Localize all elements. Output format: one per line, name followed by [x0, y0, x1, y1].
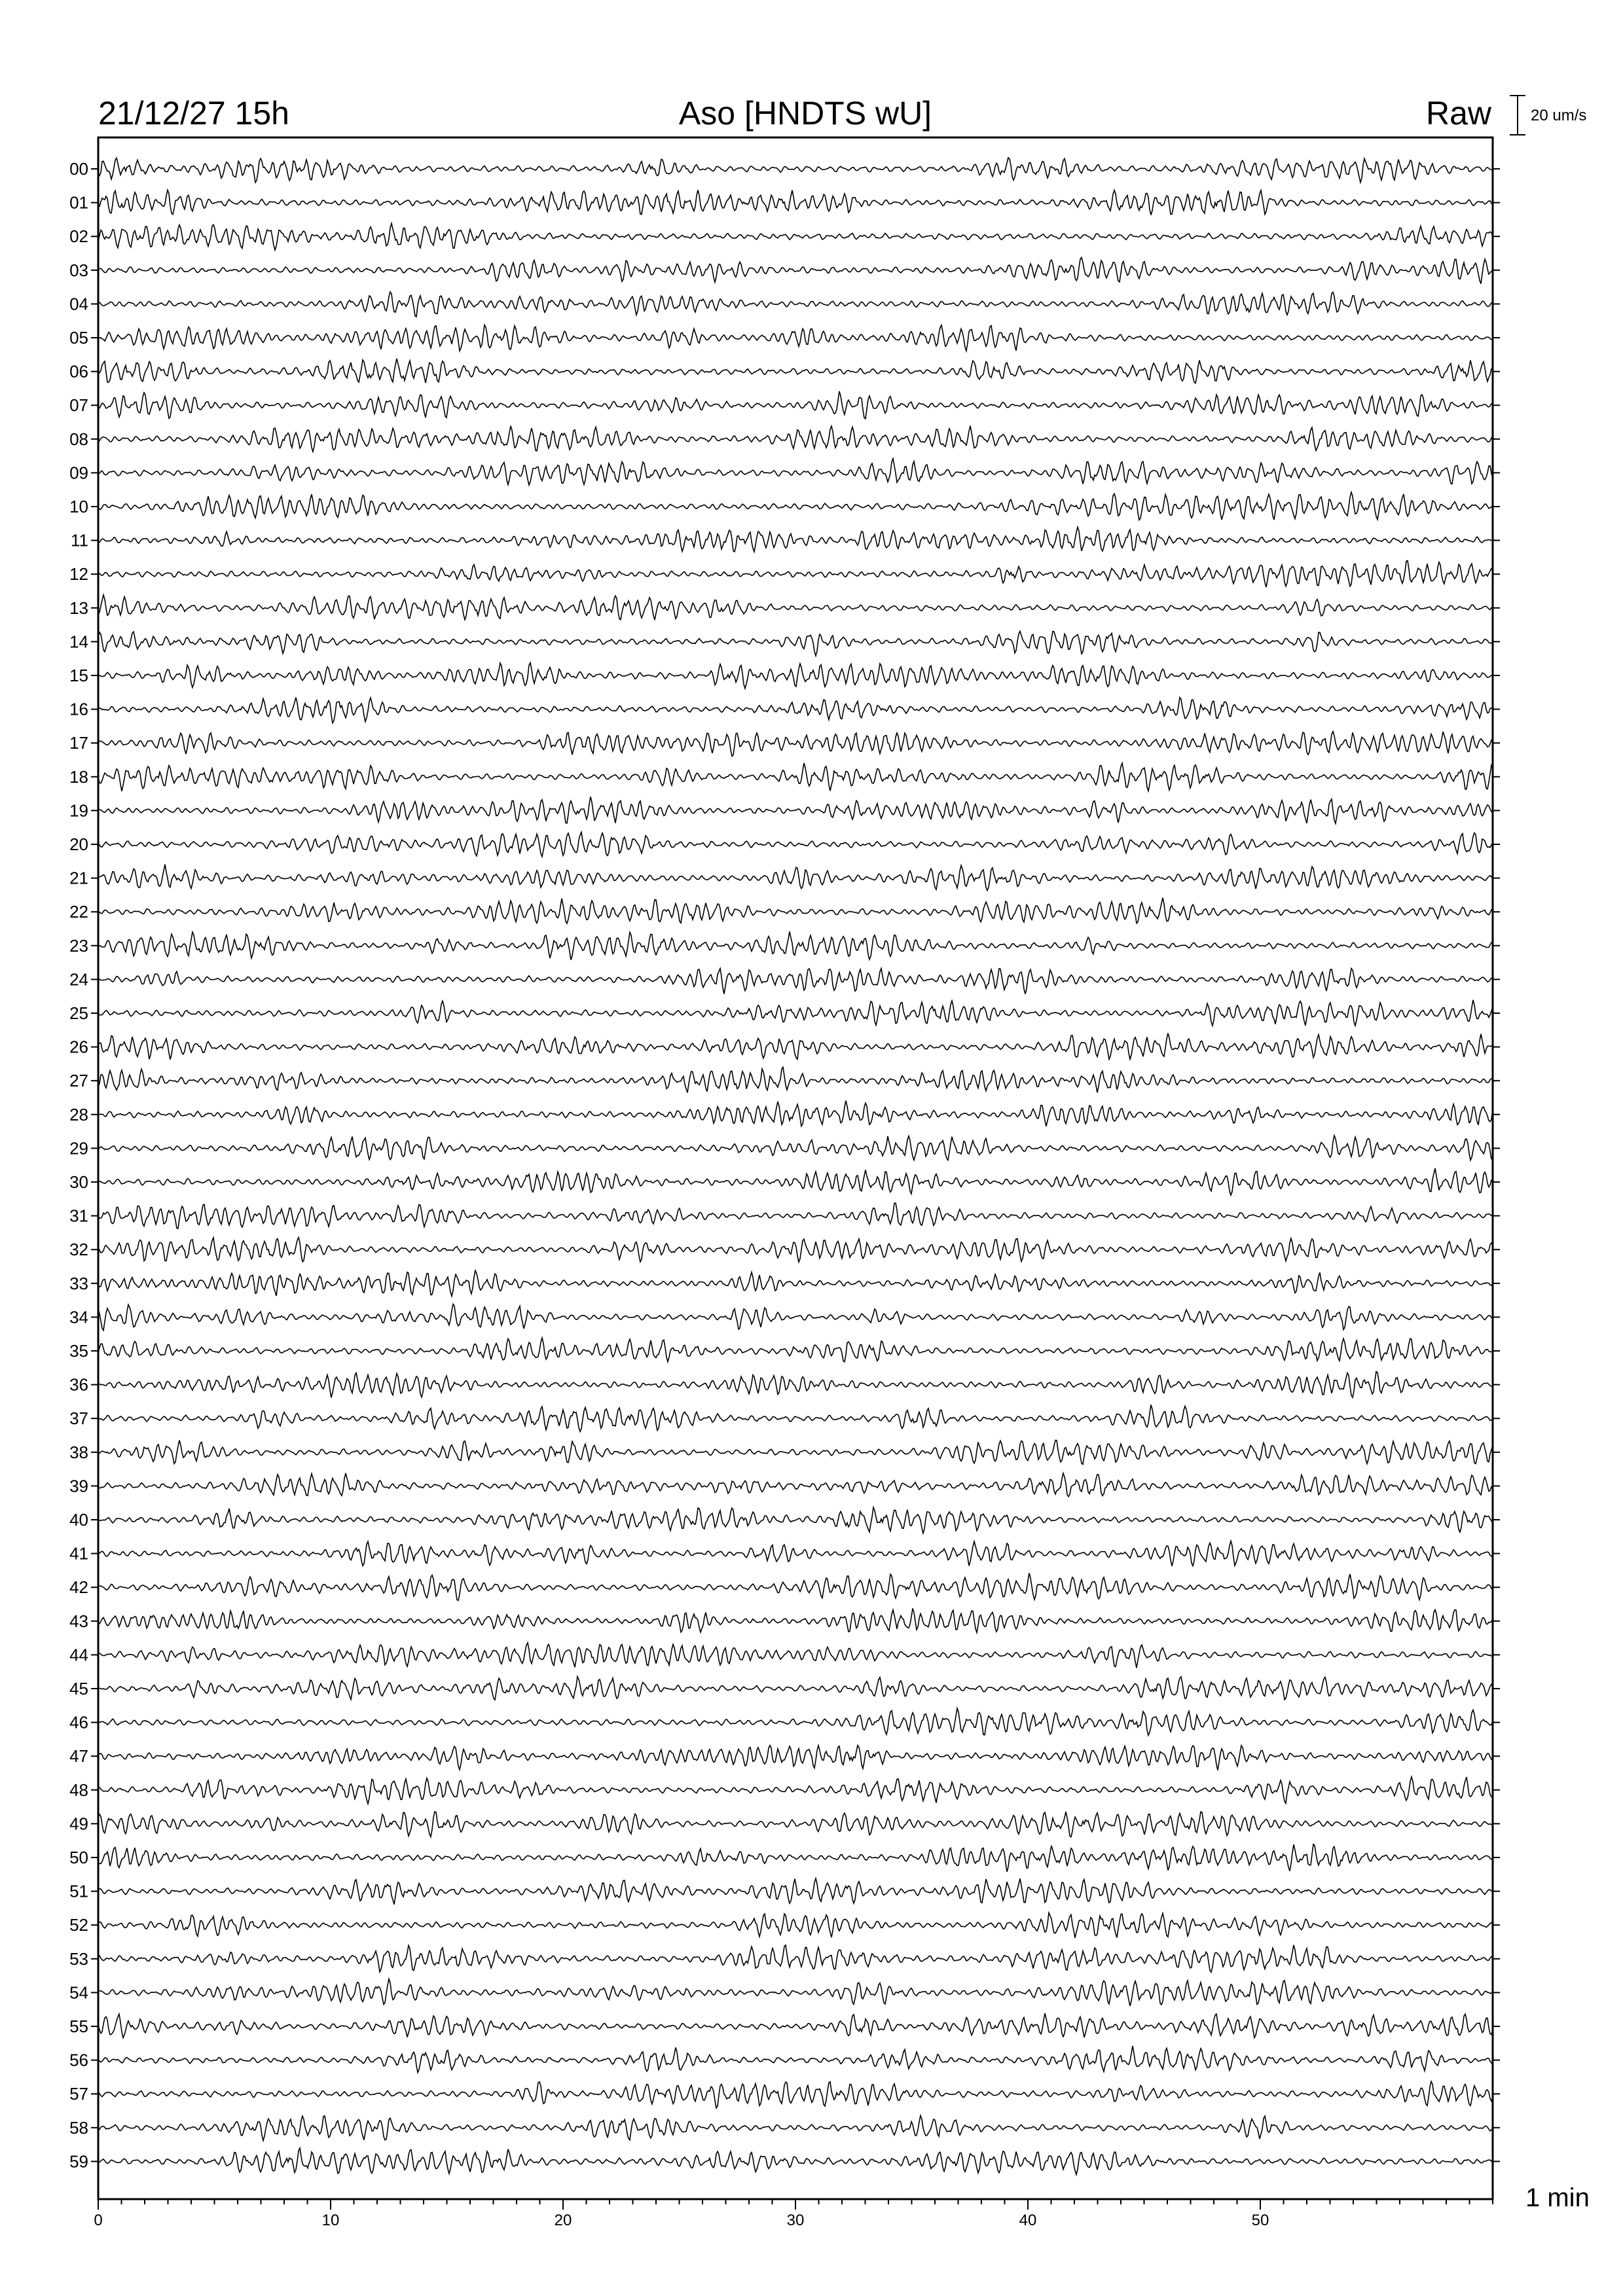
- header-station: Aso [HNDTS wU]: [678, 95, 932, 132]
- row-label: 34: [69, 1307, 88, 1327]
- trace-row: [98, 865, 1493, 891]
- trace-row: [98, 561, 1493, 588]
- trace-row: [98, 1304, 1493, 1331]
- row-label: 43: [69, 1611, 88, 1631]
- trace-row: [98, 663, 1493, 689]
- trace-row: [98, 2013, 1493, 2038]
- trace-row: [98, 1000, 1493, 1026]
- trace-row: [98, 1878, 1493, 1905]
- row-label: 55: [69, 2017, 88, 2036]
- row-label: 30: [69, 1172, 88, 1192]
- trace-row: [98, 832, 1493, 856]
- row-label: 45: [69, 1679, 88, 1698]
- trace-row: [98, 1979, 1493, 2006]
- trace-row: [98, 698, 1493, 723]
- row-label: 24: [69, 969, 88, 990]
- trace-row: [98, 1405, 1493, 1431]
- trace-row: [98, 158, 1493, 183]
- trace-row: [98, 1168, 1493, 1195]
- trace-row: [98, 1440, 1493, 1464]
- row-label: 10: [69, 497, 88, 516]
- trace-row: [98, 1372, 1493, 1398]
- row-label: 37: [69, 1408, 88, 1429]
- trace-row: [98, 1708, 1493, 1735]
- scale-bar: [1510, 96, 1525, 135]
- trace-row: [98, 1101, 1493, 1126]
- trace-row: [98, 459, 1493, 486]
- plot-frame-rect: [98, 137, 1493, 2199]
- x-axis: [94, 2199, 1493, 2229]
- row-label: 21: [69, 868, 88, 888]
- row-label: 35: [69, 1341, 88, 1361]
- row-label: 04: [69, 294, 88, 314]
- row-label: 20: [69, 834, 88, 854]
- trace-row: [98, 527, 1493, 552]
- row-label: 14: [69, 632, 88, 652]
- row-label: 07: [69, 395, 88, 416]
- row-label: 48: [69, 1780, 88, 1800]
- row-label: 08: [69, 429, 88, 449]
- trace-row: [98, 931, 1493, 960]
- row-label: 23: [69, 935, 88, 956]
- row-label: 22: [69, 902, 88, 922]
- trace-row: [98, 190, 1493, 215]
- row-label: 38: [69, 1442, 88, 1462]
- trace-row: [98, 1746, 1493, 1770]
- x-tick-label: 0: [94, 2212, 103, 2229]
- row-label: 57: [69, 2084, 88, 2104]
- trace-row: [98, 1913, 1493, 1938]
- x-tick-label: 50: [1251, 2212, 1269, 2229]
- row-label: 18: [69, 766, 88, 787]
- trace-row: [98, 2148, 1493, 2174]
- row-label: 40: [69, 1510, 88, 1530]
- row-label: 50: [69, 1848, 88, 1867]
- row-label: 26: [69, 1037, 88, 1057]
- plot-frame: [98, 137, 1493, 2199]
- trace-row: [98, 1643, 1493, 1668]
- trace-row: [98, 1777, 1493, 1804]
- trace-row: [98, 2046, 1493, 2073]
- header-datetime: 21/12/27 15h: [98, 95, 289, 132]
- trace-row: [98, 898, 1493, 924]
- row-label: 06: [69, 361, 88, 382]
- row-label: 31: [69, 1206, 88, 1226]
- row-label: 28: [69, 1104, 88, 1124]
- row-label: 53: [69, 1948, 88, 1969]
- row-label: 16: [69, 699, 88, 719]
- row-label: 11: [71, 530, 88, 550]
- row-labels: [69, 159, 1500, 2171]
- x-axis-unit-label: 1 min: [1525, 2183, 1590, 2212]
- trace-row: [98, 1608, 1493, 1632]
- row-label: 47: [69, 1746, 88, 1767]
- row-label: 39: [69, 1476, 88, 1496]
- row-label: 29: [69, 1138, 88, 1158]
- trace-row: [98, 391, 1493, 419]
- trace-row: [98, 492, 1493, 520]
- trace-row: [98, 1473, 1493, 1497]
- trace-rows: [98, 158, 1493, 2175]
- trace-row: [98, 1844, 1493, 1872]
- trace-row: [98, 2115, 1493, 2140]
- trace-row: [98, 631, 1493, 656]
- trace-row: [98, 732, 1493, 757]
- trace-row: [98, 257, 1493, 283]
- row-label: 41: [69, 1543, 88, 1564]
- trace-row: [98, 1507, 1493, 1534]
- trace-row: [98, 359, 1493, 384]
- trace-row: [98, 1945, 1493, 1973]
- row-label: 27: [69, 1071, 88, 1091]
- row-label: 25: [69, 1003, 88, 1023]
- row-label: 32: [69, 1240, 88, 1260]
- trace-row: [98, 797, 1493, 823]
- row-label: 09: [69, 463, 88, 483]
- trace-row: [98, 223, 1493, 250]
- trace-row: [98, 1203, 1493, 1229]
- trace-row: [98, 1033, 1493, 1060]
- trace-row: [98, 1812, 1493, 1837]
- trace-row: [98, 1270, 1493, 1296]
- header-mode: Raw: [1425, 95, 1491, 132]
- trace-row: [98, 325, 1493, 351]
- trace-row: [98, 595, 1493, 620]
- trace-row: [98, 1338, 1493, 1362]
- trace-row: [98, 292, 1493, 317]
- row-label: 49: [69, 1814, 88, 1834]
- x-tick-label: 30: [786, 2212, 805, 2229]
- trace-row: [98, 1238, 1493, 1263]
- row-label: 01: [69, 192, 88, 213]
- row-label: 54: [69, 1982, 88, 2003]
- row-label: 36: [69, 1374, 88, 1395]
- row-label: 58: [69, 2117, 88, 2138]
- row-label: 52: [69, 1915, 88, 1935]
- trace-row: [98, 969, 1493, 994]
- row-label: 13: [69, 598, 88, 618]
- x-tick-label: 40: [1019, 2212, 1037, 2229]
- row-label: 46: [69, 1712, 88, 1732]
- row-label: 00: [69, 159, 88, 179]
- trace-row: [98, 763, 1493, 791]
- trace-row: [98, 1573, 1493, 1601]
- scale-label: 20 um/s: [1531, 107, 1587, 124]
- row-label: 44: [69, 1645, 88, 1665]
- row-label: 17: [69, 733, 88, 753]
- trace-row: [98, 1677, 1493, 1700]
- trace-row: [98, 1136, 1493, 1160]
- row-label: 05: [69, 328, 88, 348]
- row-label: 42: [69, 1577, 88, 1598]
- row-label: 19: [69, 800, 88, 821]
- trace-row: [98, 426, 1493, 452]
- row-label: 51: [69, 1881, 88, 1901]
- x-tick-label: 20: [554, 2212, 572, 2229]
- row-label: 56: [69, 2050, 88, 2070]
- x-tick-label: 10: [321, 2212, 340, 2229]
- trace-row: [98, 1541, 1493, 1566]
- row-label: 03: [69, 260, 88, 280]
- trace-row: [98, 1067, 1493, 1093]
- row-label: 33: [69, 1273, 88, 1293]
- row-label: 59: [69, 2151, 88, 2172]
- row-label: 02: [69, 226, 88, 247]
- row-label: 15: [69, 666, 88, 685]
- trace-row: [98, 2081, 1493, 2108]
- row-label: 12: [69, 564, 88, 584]
